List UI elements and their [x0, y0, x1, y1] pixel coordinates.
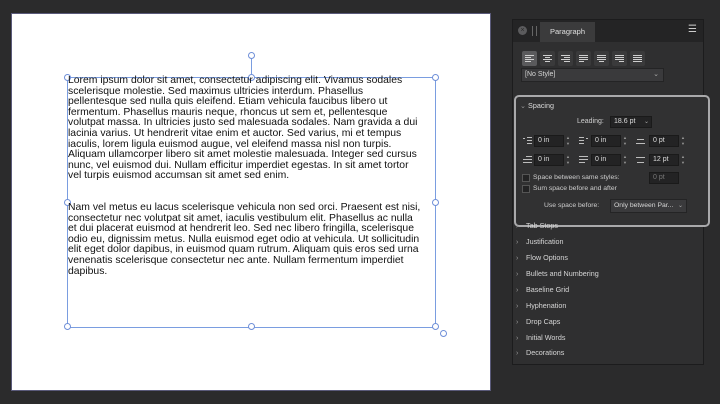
hamburger-menu-icon[interactable]: ☰ — [688, 24, 697, 35]
left-indent-icon — [523, 137, 532, 146]
right-indent-icon — [579, 137, 588, 146]
justify-center-button[interactable] — [594, 51, 609, 66]
sum-space-label: Sum space before and after — [533, 185, 617, 192]
section-label: Initial Words — [526, 333, 566, 342]
section-label: Decorations — [526, 348, 565, 357]
last-line-indent-stepper[interactable]: ▲ ▼ — [623, 154, 627, 165]
section-label: Justification — [526, 237, 564, 246]
space-between-same-styles-checkbox[interactable] — [522, 174, 530, 182]
paragraph-style-value: [No Style] — [525, 71, 556, 78]
chevron-right-icon: › — [516, 287, 519, 294]
tab-paragraph[interactable]: Paragraph — [540, 22, 595, 42]
last-line-indent-icon — [579, 156, 588, 165]
left-indent-field[interactable]: 0 in — [534, 135, 564, 147]
space-between-same-styles-field[interactable]: 0 pt — [649, 172, 679, 184]
section-drop-caps[interactable] — [516, 314, 702, 329]
right-indent-field[interactable]: 0 in — [591, 135, 621, 147]
paragraph-1[interactable]: Lorem ipsum dolor sit amet, consectetur adipiscing elit. Vivamus sodales scelerisque molestie. Sed maximus ultricies interdum. Phasellus pellentesque sed nulla quis eleifend. Etiam vehicula faucibus libero ut fermentum. Phasellus mauris neque, rhoncus ut sem et, pellentesque volutpat massa. In ultricies justo sed malesuada sodales. Nam gravida a dui lacinia varius. Ut hendrerit vitae enim et auctor. Sed varius, mi et tempus iaculis, lorem ligula euismod augue, vel eleifend massa nisl non turpis. Aliquam ullamcorper libero sit amet molestie malesuada. Integer sed cursus nunc, vel euismod dui. Nullam efficitur imperdiet egestas. In sit amet tortor vel turpis euismod accumsan sit amet sed enim. — [68, 75, 418, 182]
document-canvas[interactable] — [11, 13, 491, 391]
last-line-indent-field[interactable]: 0 in — [591, 154, 621, 166]
chevron-right-icon: › — [516, 303, 519, 310]
chevron-down-icon: ⌄ — [520, 101, 527, 110]
skew-handle[interactable] — [440, 330, 447, 337]
chevron-down-icon: ⌄ — [653, 71, 659, 78]
space-after-stepper[interactable]: ▲ ▼ — [681, 154, 685, 165]
use-space-before-label: Use space before: — [544, 202, 600, 209]
space-after-icon — [636, 156, 645, 165]
section-label: Hyphenation — [526, 301, 567, 310]
section-label: Baseline Grid — [526, 285, 570, 294]
text-content[interactable] — [68, 76, 440, 298]
section-initial-words[interactable] — [516, 330, 702, 345]
space-between-same-styles-label: Space between same styles: — [533, 174, 620, 181]
first-line-indent-icon — [523, 156, 532, 165]
section-decorations[interactable] — [516, 345, 702, 360]
right-indent-stepper[interactable]: ▲ ▼ — [623, 135, 627, 146]
justify-left-button[interactable] — [576, 51, 591, 66]
section-label: Drop Caps — [526, 317, 561, 326]
panel-header — [513, 20, 703, 42]
section-justification[interactable] — [516, 234, 702, 249]
resize-handle-bottom-right[interactable] — [432, 323, 439, 330]
section-bullets-and-numbering[interactable] — [516, 266, 702, 281]
chevron-down-icon: ⌄ — [643, 119, 649, 125]
alignment-toolbar — [522, 51, 648, 66]
space-before-field[interactable]: 0 pt — [649, 135, 679, 147]
section-tab-stops[interactable] — [516, 218, 702, 233]
spacing-title: Spacing — [528, 101, 555, 110]
chevron-right-icon: › — [516, 319, 519, 326]
chevron-right-icon: › — [516, 239, 519, 246]
section-label: Flow Options — [526, 253, 568, 262]
section-label: Tab Stops — [526, 221, 558, 230]
justify-right-button[interactable] — [612, 51, 627, 66]
rotation-handle[interactable] — [248, 52, 255, 59]
leading-value: 18.6 pt — [614, 118, 636, 125]
align-right-button[interactable] — [558, 51, 573, 66]
grip-icon[interactable] — [532, 26, 537, 36]
first-line-indent-stepper[interactable]: ▲ ▼ — [566, 154, 570, 165]
left-indent-stepper[interactable]: ▲ ▼ — [566, 135, 570, 146]
paragraph-2[interactable]: Nam vel metus eu lacus scelerisque vehicula non sed orci. Praesent est nisi, consectetur nec volutpat sit amet, iaculis vestibulum elit. Phasellus ac nulla et dui placerat euismod at hendrerit leo. Sed nec libero fringilla, scelerisque odio eu, dignissim metus. Nulla euismod eget odio at vehicula. Ut sollicitudin elit eget dolor dapibus, in euismod quam rutrum. Aliquam quis eros sed urna venenatis scelerisque consectetur nec ante. Nullam fermentum imperdiet dapibus. — [68, 201, 421, 277]
first-line-indent-field[interactable]: 0 in — [534, 154, 564, 166]
space-before-icon — [636, 137, 645, 146]
space-after-field[interactable]: 12 pt — [649, 154, 679, 166]
chevron-right-icon: › — [516, 223, 519, 230]
section-label: Bullets and Numbering — [526, 269, 599, 278]
chevron-right-icon: › — [516, 335, 519, 342]
paragraph-style-select[interactable] — [521, 68, 664, 82]
chevron-down-icon: ⌄ — [677, 203, 683, 209]
justify-all-button[interactable] — [630, 51, 645, 66]
close-icon[interactable]: × — [518, 26, 527, 35]
section-flow-options[interactable] — [516, 250, 702, 265]
leading-select[interactable] — [610, 116, 652, 128]
leading-label: Leading: — [577, 118, 604, 125]
use-space-before-select[interactable] — [610, 199, 687, 213]
align-left-button[interactable] — [522, 51, 537, 66]
use-space-before-value: Only between Par... — [614, 202, 674, 209]
spacing-section — [514, 95, 710, 227]
section-baseline-grid[interactable] — [516, 282, 702, 297]
resize-handle-bottom-left[interactable] — [64, 323, 71, 330]
section-hyphenation[interactable] — [516, 298, 702, 313]
spacing-header[interactable] — [520, 101, 554, 110]
chevron-right-icon: › — [516, 255, 519, 262]
chevron-right-icon: › — [516, 350, 519, 357]
chevron-right-icon: › — [516, 271, 519, 278]
sum-space-checkbox[interactable] — [522, 185, 530, 193]
align-center-button[interactable] — [540, 51, 555, 66]
resize-handle-bottom[interactable] — [248, 323, 255, 330]
space-before-stepper[interactable]: ▲ ▼ — [681, 135, 685, 146]
